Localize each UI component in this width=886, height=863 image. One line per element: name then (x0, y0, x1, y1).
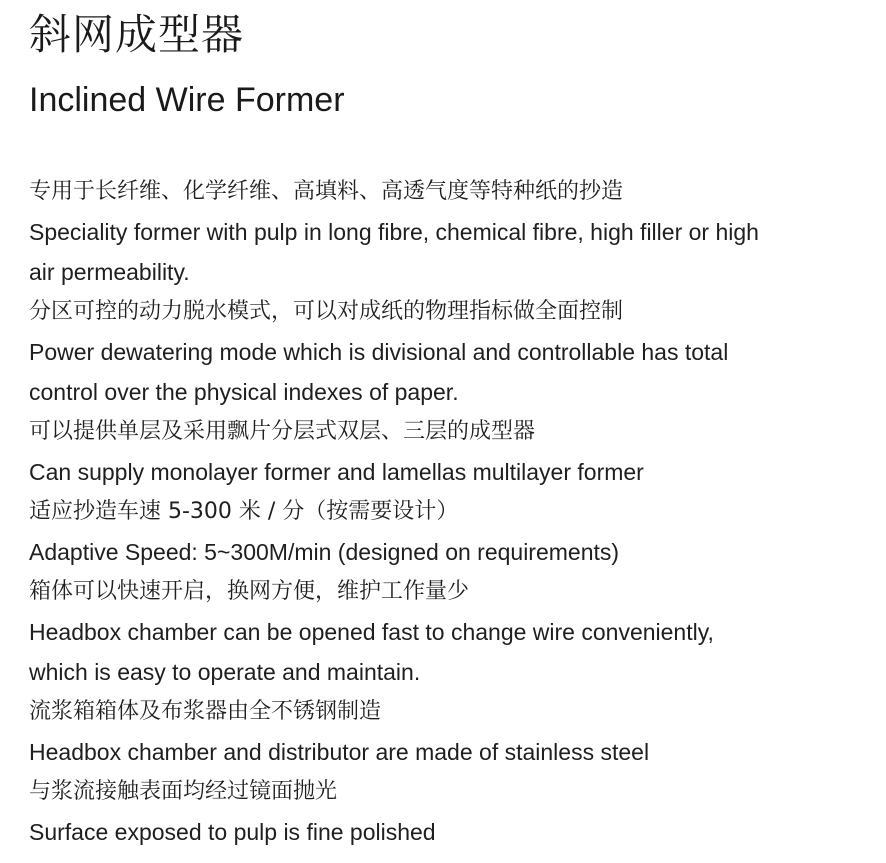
feature-line: 分区可控的动力脱水模式，可以对成纸的物理指标做全面控制 (29, 299, 624, 324)
feature-line: Adaptive Speed: 5~300M/min (designed on requirements) (29, 539, 620, 565)
feature-line: Power dewatering mode which is divisional and controllable has total (29, 339, 729, 365)
feature-line: Headbox chamber and distributor are made of stainless steel (29, 739, 650, 765)
feature-line: control over the physical indexes of paper. (29, 379, 459, 405)
feature-line: Can supply monolayer former and lamellas multilayer former (29, 459, 644, 485)
feature-line: 箱体可以快速开启，换网方便，维护工作量少 (29, 579, 470, 604)
feature-line: 与浆流接触表面均经过镜面抛光 (29, 779, 338, 804)
feature-line: which is easy to operate and maintain. (29, 659, 421, 685)
feature-line: air permeability. (29, 259, 190, 285)
page-title-chinese: 斜网成型器 (29, 10, 245, 59)
feature-list (29, 172, 885, 852)
feature-line: 适应抄造车速 5-300 米 / 分（按需要设计） (29, 499, 459, 524)
feature-line: Surface exposed to pulp is fine polished (29, 819, 436, 845)
feature-line: 流浆箱箱体及布浆器由全不锈钢制造 (29, 699, 382, 724)
page-title-english: Inclined Wire Former (29, 81, 345, 119)
feature-line: 可以提供单层及采用飘片分层式双层、三层的成型器 (29, 419, 536, 444)
feature-line: 专用于长纤维、化学纤维、高填料、高透气度等特种纸的抄造 (29, 179, 624, 204)
feature-line: Headbox chamber can be opened fast to change wire conveniently, (29, 619, 714, 645)
feature-line: Speciality former with pulp in long fibre, chemical fibre, high filler or high (29, 219, 759, 245)
